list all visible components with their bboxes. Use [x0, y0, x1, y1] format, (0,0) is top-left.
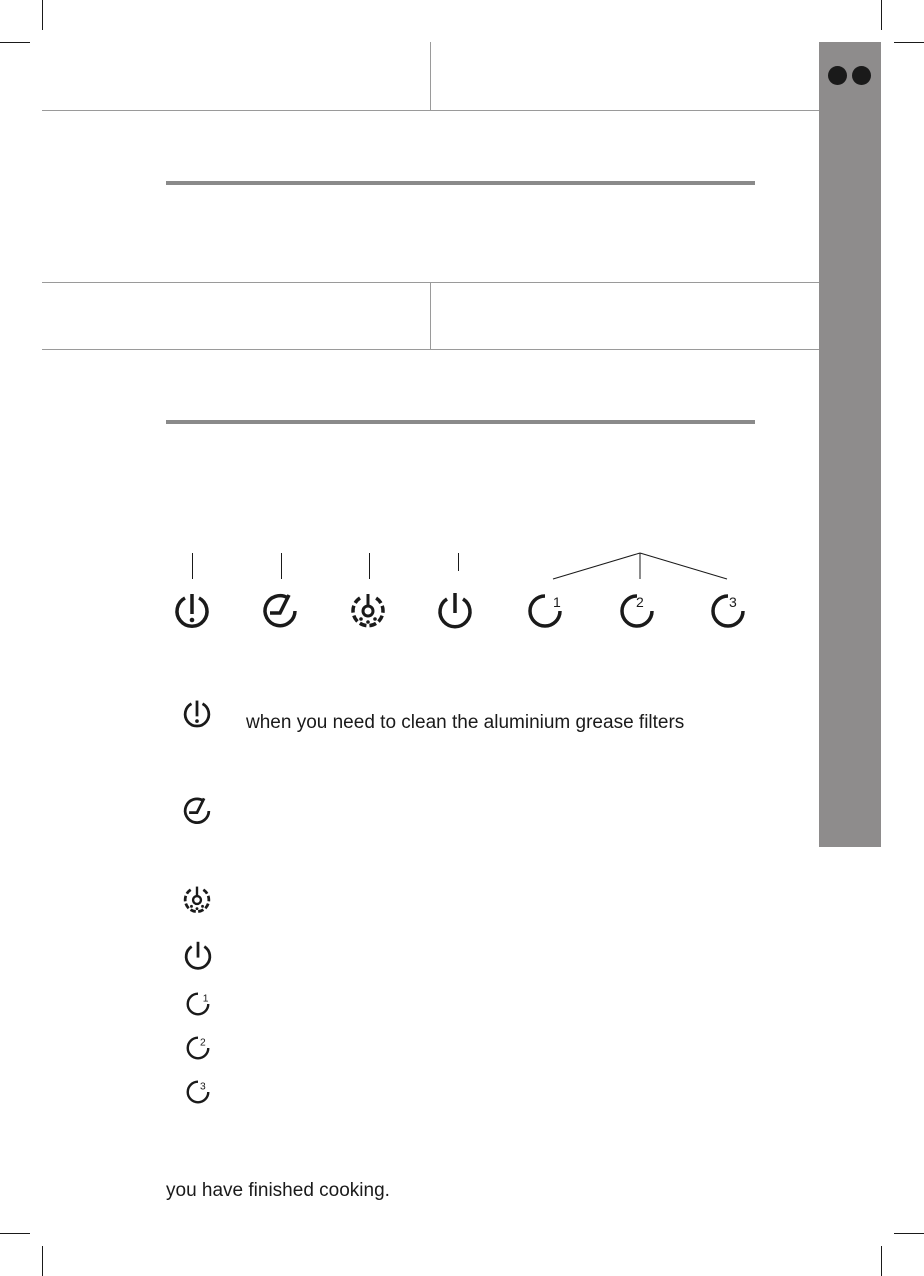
- filter-alarm-button[interactable]: [173, 592, 211, 630]
- speed-3-icon: [709, 592, 747, 630]
- desc-filter-alarm: [182, 699, 212, 729]
- table-rule: [42, 349, 819, 350]
- svg-text:2: 2: [200, 1037, 206, 1049]
- speed-2-icon: [618, 592, 656, 630]
- power-button[interactable]: [436, 592, 474, 630]
- filter-alarm-icon: [182, 699, 212, 729]
- desc-speed-3: [185, 1079, 211, 1105]
- intensive-icon: [349, 592, 387, 630]
- crop-mark: [0, 42, 30, 43]
- desc-speed-2: [185, 1035, 211, 1061]
- speed-1-icon: [526, 592, 564, 630]
- indicator-dot: [852, 66, 871, 85]
- speed-3-button[interactable]: [709, 592, 747, 630]
- speed-2-icon: [185, 1035, 211, 1061]
- timer-button[interactable]: [261, 592, 299, 630]
- timer-icon: [261, 592, 299, 630]
- speed-1-button[interactable]: [526, 592, 564, 630]
- speed-1-icon: [185, 991, 211, 1017]
- desc-timer: [182, 796, 212, 826]
- table-divider: [430, 282, 431, 349]
- pointer-line: [192, 553, 193, 579]
- svg-text:1: 1: [202, 993, 209, 1005]
- pointer-line: [458, 553, 459, 571]
- crop-mark: [894, 42, 924, 43]
- pointer-line: [369, 553, 370, 579]
- power-icon: [183, 941, 213, 971]
- crop-mark: [42, 1246, 43, 1276]
- section-rule: [166, 420, 755, 424]
- crop-mark: [881, 0, 882, 30]
- table-divider: [430, 42, 431, 110]
- description-text: when you need to clean the aluminium grease filters: [246, 712, 685, 733]
- language-tab: [819, 42, 881, 847]
- timer-icon: [182, 796, 212, 826]
- power-icon: [436, 592, 474, 630]
- svg-text:1: 1: [553, 594, 561, 610]
- svg-text:3: 3: [200, 1081, 206, 1093]
- svg-text:2: 2: [636, 594, 644, 610]
- crop-mark: [881, 1246, 882, 1276]
- desc-speed-1: [185, 991, 211, 1017]
- intensive-button[interactable]: [349, 592, 387, 630]
- speed-2-button[interactable]: [618, 592, 656, 630]
- footer-text: you have finished cooking.: [166, 1180, 390, 1201]
- speed-3-icon: [185, 1079, 211, 1105]
- crop-mark: [42, 0, 43, 30]
- indicator-dot: [828, 66, 847, 85]
- svg-text:3: 3: [729, 594, 737, 610]
- table-rule: [42, 110, 819, 111]
- crop-mark: [894, 1233, 924, 1234]
- pointer-line: [281, 553, 282, 579]
- filter-alarm-icon: [173, 592, 211, 630]
- desc-intensive: [182, 885, 212, 915]
- speed-pointer-lines: [540, 550, 740, 590]
- desc-power: [183, 941, 213, 971]
- intensive-icon: [182, 885, 212, 915]
- section-rule: [166, 181, 755, 185]
- crop-mark: [0, 1233, 30, 1234]
